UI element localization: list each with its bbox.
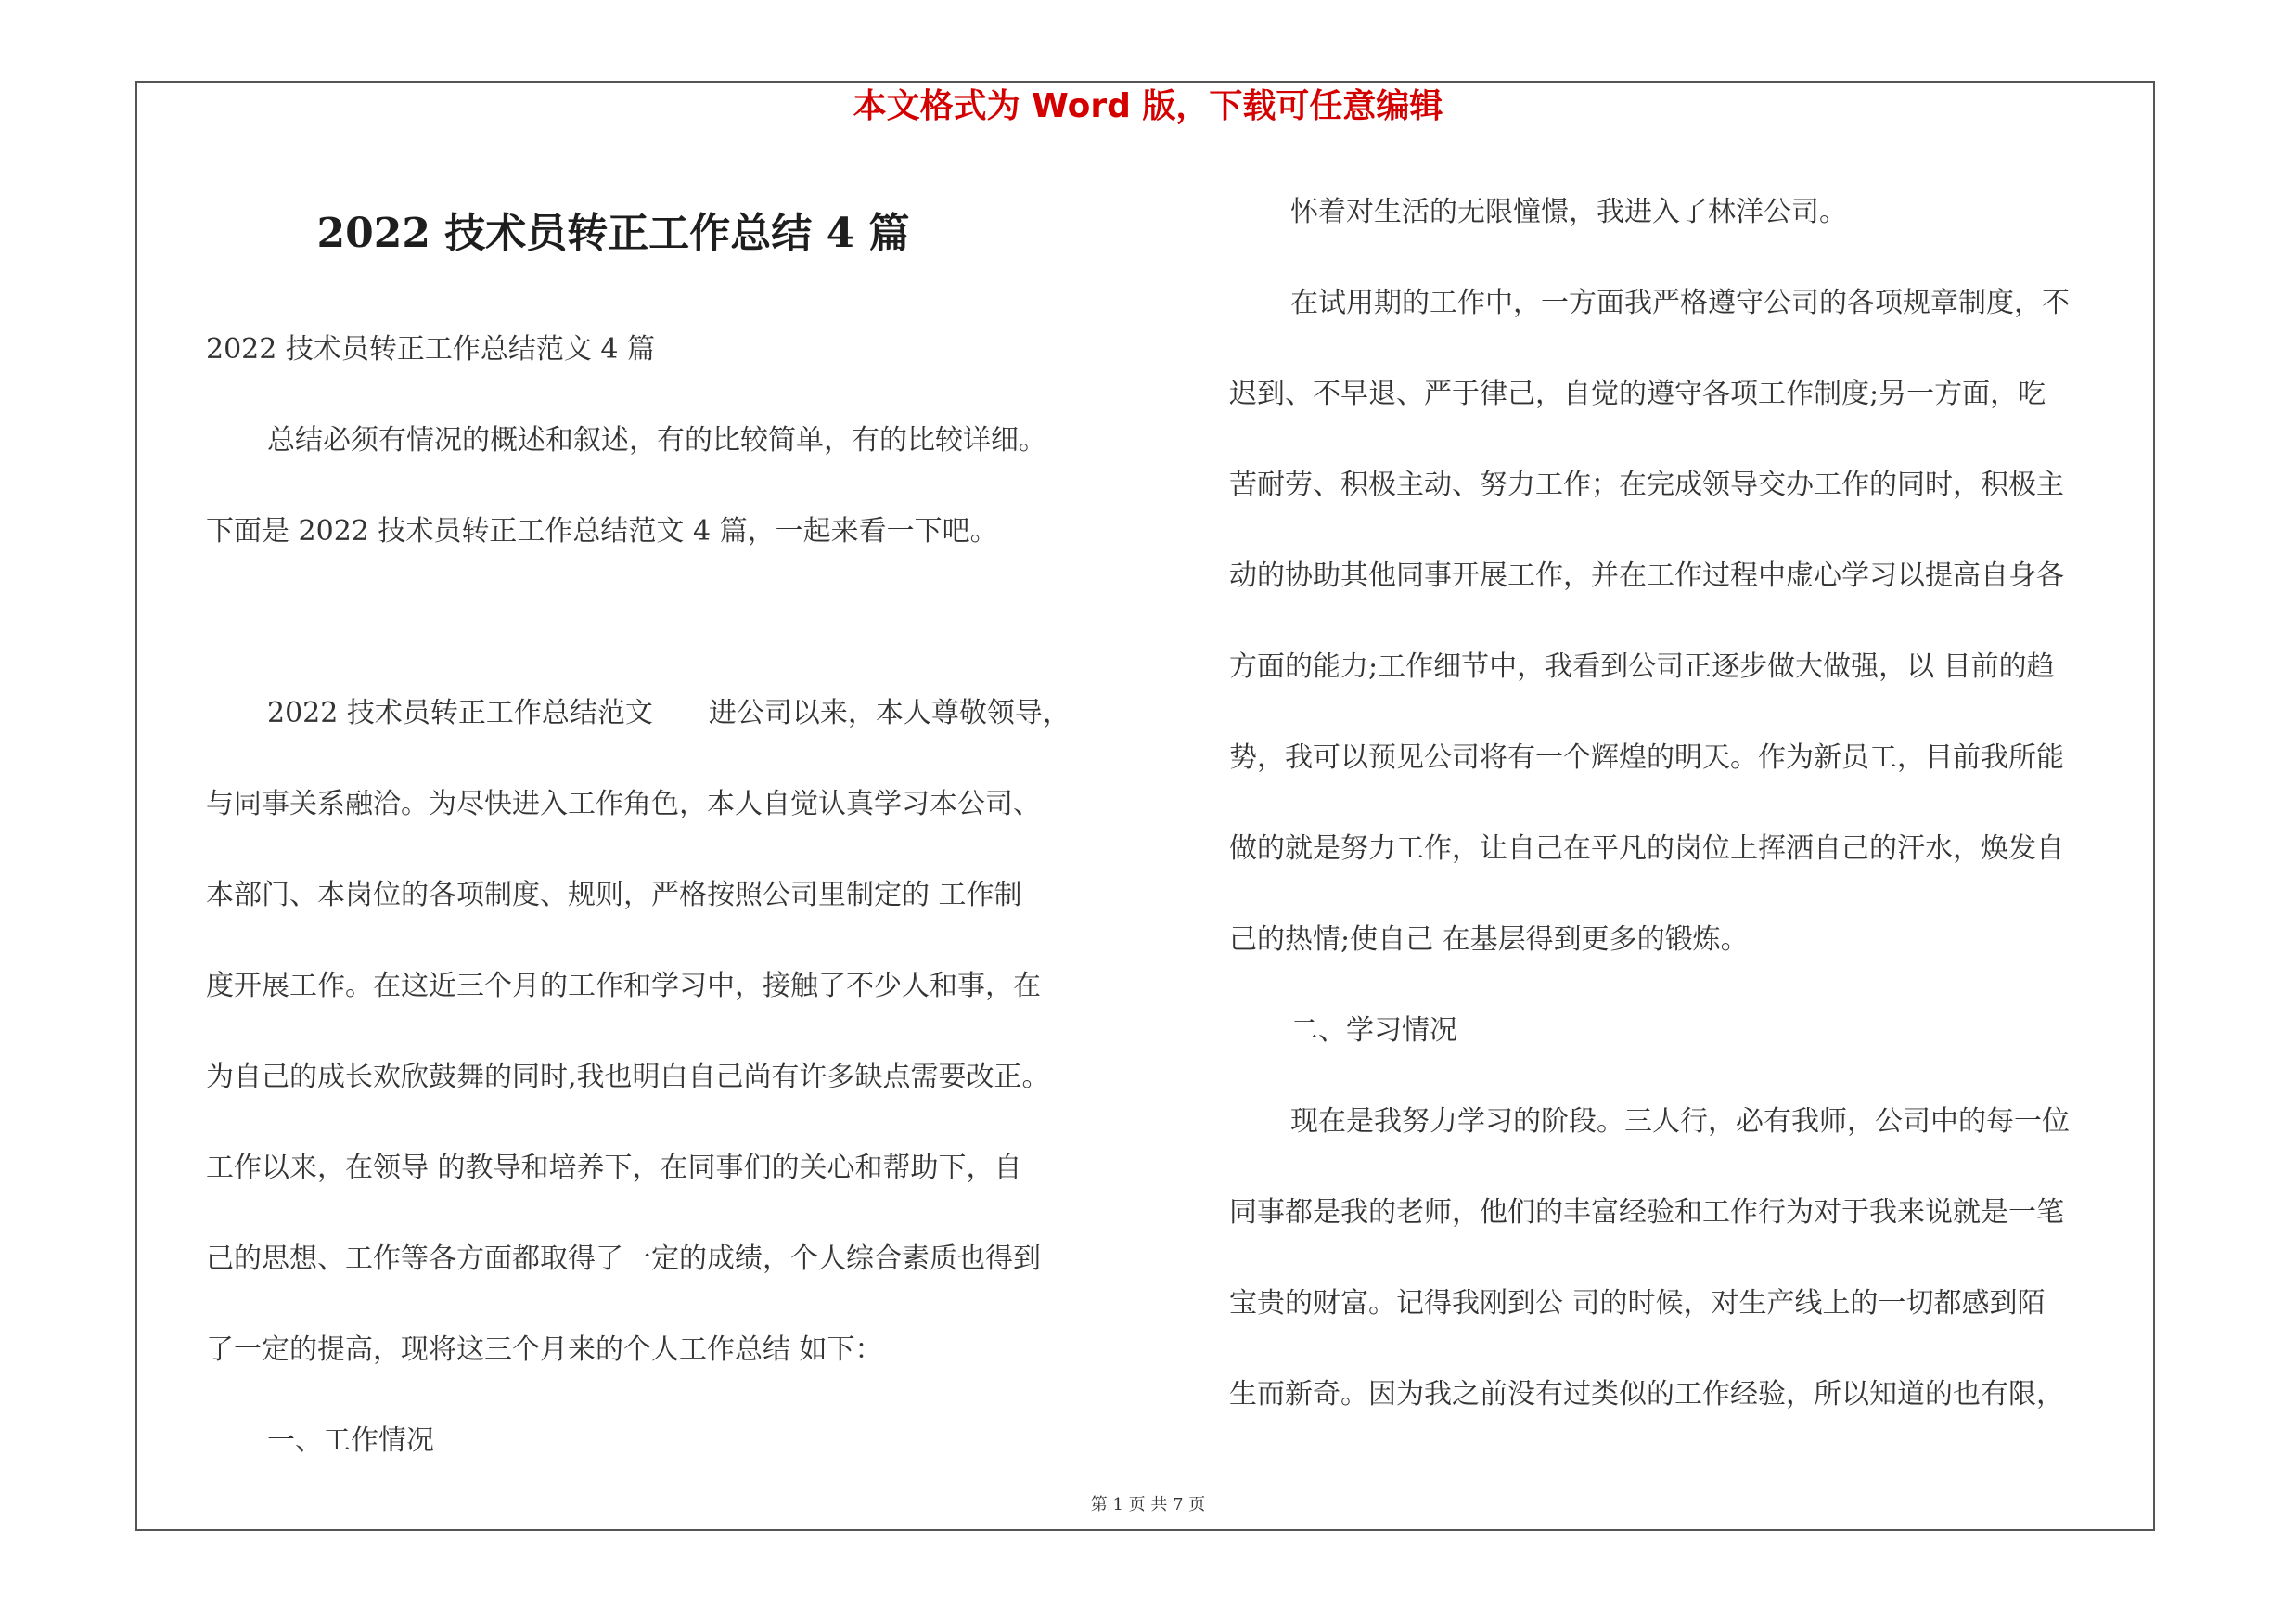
page-number-footer: 第 1 页 共 7 页 [1090,1495,1206,1514]
document-title: 2022 技术员转正工作总结 4 篇 [316,210,910,257]
paragraph-gap [206,577,1134,668]
paragraph-line: 己的热情;使自己 在基层得到更多的锻炼。 [1229,923,1749,956]
editable-banner: 本文格式为 Word 版，下载可任意编辑 [853,87,1443,125]
section-heading: 一、工作情况 [267,1424,434,1457]
paragraph-line: 下面是 2022 技术员转正工作总结范文 4 篇，一起来看一下吧。 [206,515,998,547]
paragraph-line: 为自己的成长欢欣鼓舞的同时,我也明白自己尚有许多缺点需要改正。 [206,1061,1050,1093]
paragraph-line: 动的协助其他同事开展工作，并在工作过程中虚心学习以提高自身各 [1229,560,2064,592]
paragraph-line: 现在是我努力学习的阶段。三人行，必有我师，公司中的每一位 [1290,1105,2070,1138]
paragraph-line: 方面的能力;工作细节中，我看到公司正逐步做大做强，以 目前的趋 [1229,650,2055,683]
paragraph-line: 度开展工作。在这近三个月的工作和学习中，接触了不少人和事，在 [206,970,1041,1002]
paragraph-line: 与同事关系融洽。为尽快进入工作角色，本人自觉认真学习本公司、 [206,788,1041,820]
paragraph-line: 2022 技术员转正工作总结范文 进公司以来，本人尊敬领导， [267,697,1071,729]
left-column [206,304,1134,1487]
paragraph-line: 生而新奇。因为我之前没有过类似的工作经验，所以知道的也有限， [1229,1378,2064,1410]
paragraph-line: 苦耐劳、积极主动、努力工作；在完成领导交办工作的同时，积极主 [1229,469,2064,501]
section-heading: 二、学习情况 [1290,1014,1457,1047]
paragraph-line: 同事都是我的老师，他们的丰富经验和工作行为对于我来说就是一笔 [1229,1196,2064,1229]
paragraph-line: 势，我可以预见公司将有一个辉煌的明天。作为新员工，目前我所能 [1229,741,2064,774]
paragraph-line: 己的思想、工作等各方面都取得了一定的成绩，个人综合素质也得到 [206,1243,1041,1275]
paragraph-line: 工作以来，在领导 的教导和培养下，在同事们的关心和帮助下，自 [206,1152,1022,1184]
subtitle-line: 2022 技术员转正工作总结范文 4 篇 [206,333,656,366]
paragraph-line: 宝贵的财富。记得我刚到公 司的时候，对生产线上的一切都感到陌 [1229,1287,2046,1320]
paragraph-line: 本部门、本岗位的各项制度、规则，严格按照公司里制定的 工作制 [206,879,1022,911]
paragraph-line: 总结必须有情况的概述和叙述，有的比较简单，有的比较详细。 [267,424,1046,457]
paragraph-line: 迟到、不早退、严于律己，自觉的遵守各项工作制度;另一方面，吃 [1229,378,2046,410]
paragraph-line: 了一定的提高，现将这三个月来的个人工作总结 如下： [206,1333,883,1366]
paragraph-line: 怀着对生活的无限憧憬，我进入了林洋公司。 [1290,196,1847,228]
paragraph-line: 做的就是努力工作，让自己在平凡的岗位上挥洒自己的汗水，焕发自 [1229,832,2064,865]
paragraph-line: 在试用期的工作中，一方面我严格遵守公司的各项规章制度，不 [1290,287,2070,319]
right-column [1229,167,2148,1440]
